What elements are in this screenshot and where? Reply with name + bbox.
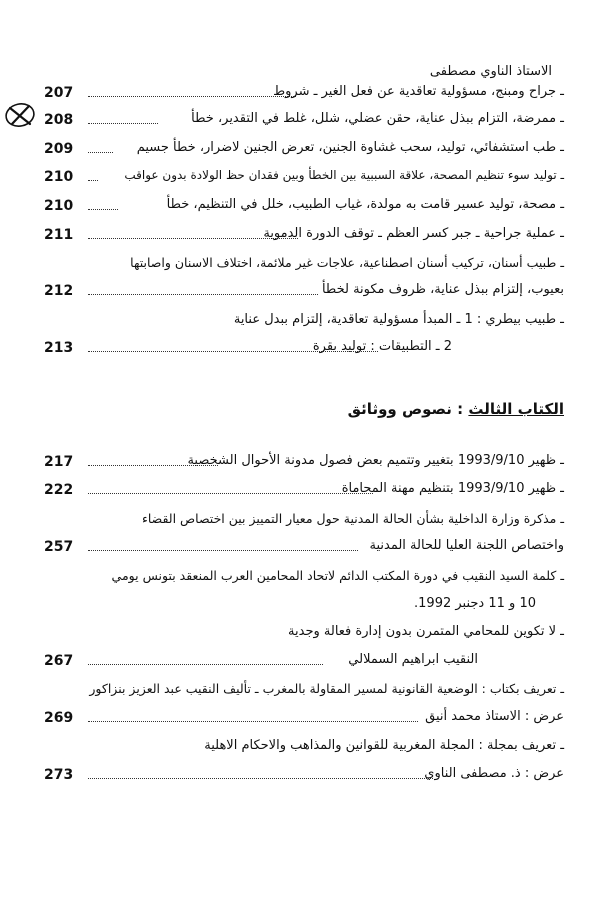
vet-line-1: ـ طبيب بيطري : 1 ـ المبدأ مسؤولية تعاقدية، إلتزام ببدل عناية [233, 312, 564, 327]
entry-text: ـ ظهير 1993/9/10 بتغيير وتتميم بعض فصول مدونة الأحوال الشخصية [187, 453, 564, 468]
toc-entry [44, 481, 564, 499]
book-heading-label: الكتاب الثالث [468, 400, 564, 418]
toc-entry [44, 111, 564, 129]
page-number: 269 [44, 710, 74, 726]
toc-entry [44, 652, 564, 670]
page-number: 207 [44, 85, 74, 101]
toc-entry [44, 766, 564, 784]
memo-line-1: ـ مذكرة وزارة الداخلية بشأن الحالة المدنية حول معيار التمييز بين اختصاص القضاء [141, 511, 564, 526]
page-number: 212 [44, 283, 74, 299]
entry-text: ـ توليد سوء تنظيم المصحة، علاقة السببية بين الخطأ وبين فقدان حظ الولادة بدون عواقب [124, 168, 564, 182]
page-number: 213 [44, 340, 74, 356]
entry-text: ـ ظهير 1993/9/10 بتنظيم مهنة المحاماة [341, 481, 564, 496]
entry-text: بعيوب، إلتزام ببذل عناية، ظروف مكونة لخطأ [321, 282, 564, 297]
page-number: 208 [44, 112, 74, 128]
book-review-line-1: ـ تعريف بكتاب : الوضعية القانونية لمسير المقاولة بالمغرب ـ تأليف النقيب عبد العزيز بنزاكور [89, 681, 564, 696]
entry-text: ـ جراح ومبنج، مسؤولية تعاقدية عن فعل الغير ـ شروط [273, 84, 564, 99]
toc-entry [44, 140, 564, 158]
dot-leader [88, 123, 158, 124]
dot-leader [88, 778, 433, 779]
dot-leader [88, 550, 358, 551]
journal-line-1: ـ تعريف بمجلة : المجلة المغربية للقوانين والمذاهب والاحكام الاهلية [204, 738, 564, 753]
book-heading [348, 400, 564, 418]
training-line-1: ـ لا تكوين للمحامي المتمرن بدون إدارة فعالة وجدية [288, 624, 564, 639]
entry-text: ـ مصحة، توليد عسير قامت به مولدة، غياب الطبيب، خلل في التنظيم، خطأ [166, 197, 564, 212]
dot-leader [88, 96, 296, 97]
author-header: الاستاذ الناوي مصطفى [429, 64, 552, 79]
entry-text: عرض : الاستاذ محمد أنيق [425, 709, 564, 724]
toc-entry [44, 339, 564, 357]
entry-text: ـ طب استشفائي، توليد، سحب غشاوة الجنين، تعرض الجنين لاضرار، خطأ جسيم [136, 140, 564, 155]
dot-leader [88, 721, 418, 722]
page-number: 267 [44, 653, 74, 669]
toc-entry [44, 453, 564, 471]
entry-text: واختصاص اللجنة العليا للحالة المدنية [369, 538, 564, 553]
entry-text: النقيب ابراهيم السملالي [348, 652, 478, 667]
dot-leader [88, 152, 113, 153]
toc-entry [44, 282, 564, 300]
speech-line-2: 10 و 11 دجنبر 1992. [414, 596, 536, 611]
toc-entry [44, 709, 564, 727]
toc-entry [44, 538, 564, 556]
toc-entry [44, 84, 564, 102]
toc-entry [44, 168, 564, 186]
page-number: 257 [44, 539, 74, 555]
toc-entry [44, 226, 564, 244]
page-number: 217 [44, 454, 74, 470]
entry-text: ـ ممرضة، التزام ببذل عناية، حقن عضلي، شلل، غلط في التقدير، خطأ [191, 111, 564, 126]
entry-text: ـ عملية جراحية ـ جبر كسر العظم ـ توقف الدورة الدموية [263, 226, 564, 241]
speech-line-1: ـ كلمة السيد النقيب في دورة المكتب الدائم لاتحاد المحامين العرب المنعقد بتونس يومي [111, 568, 564, 583]
page-number: 210 [44, 169, 74, 185]
handwritten-mark-icon [3, 100, 37, 130]
page-number: 273 [44, 767, 74, 783]
book-heading-title: : نصوص ووثائق [347, 400, 464, 418]
entry-text: عرض : ذ. مصطفى الناوي [424, 766, 564, 781]
dot-leader [88, 209, 118, 210]
dot-leader [88, 664, 323, 665]
dot-leader [88, 294, 318, 295]
entry-text: 2 ـ التطبيقات : توليد بقرة [312, 339, 452, 354]
page-number: 222 [44, 482, 74, 498]
dot-leader [88, 180, 98, 181]
dentist-line-1: ـ طبيب أسنان، تركيب أسنان اصطناعية، علاجات غير ملائمة، اختلاف الاسنان واصابتها [130, 255, 564, 270]
page-number: 209 [44, 141, 74, 157]
page-number: 210 [44, 198, 74, 214]
toc-entry [44, 197, 564, 215]
page-number: 211 [44, 227, 74, 243]
dot-leader [88, 493, 373, 494]
